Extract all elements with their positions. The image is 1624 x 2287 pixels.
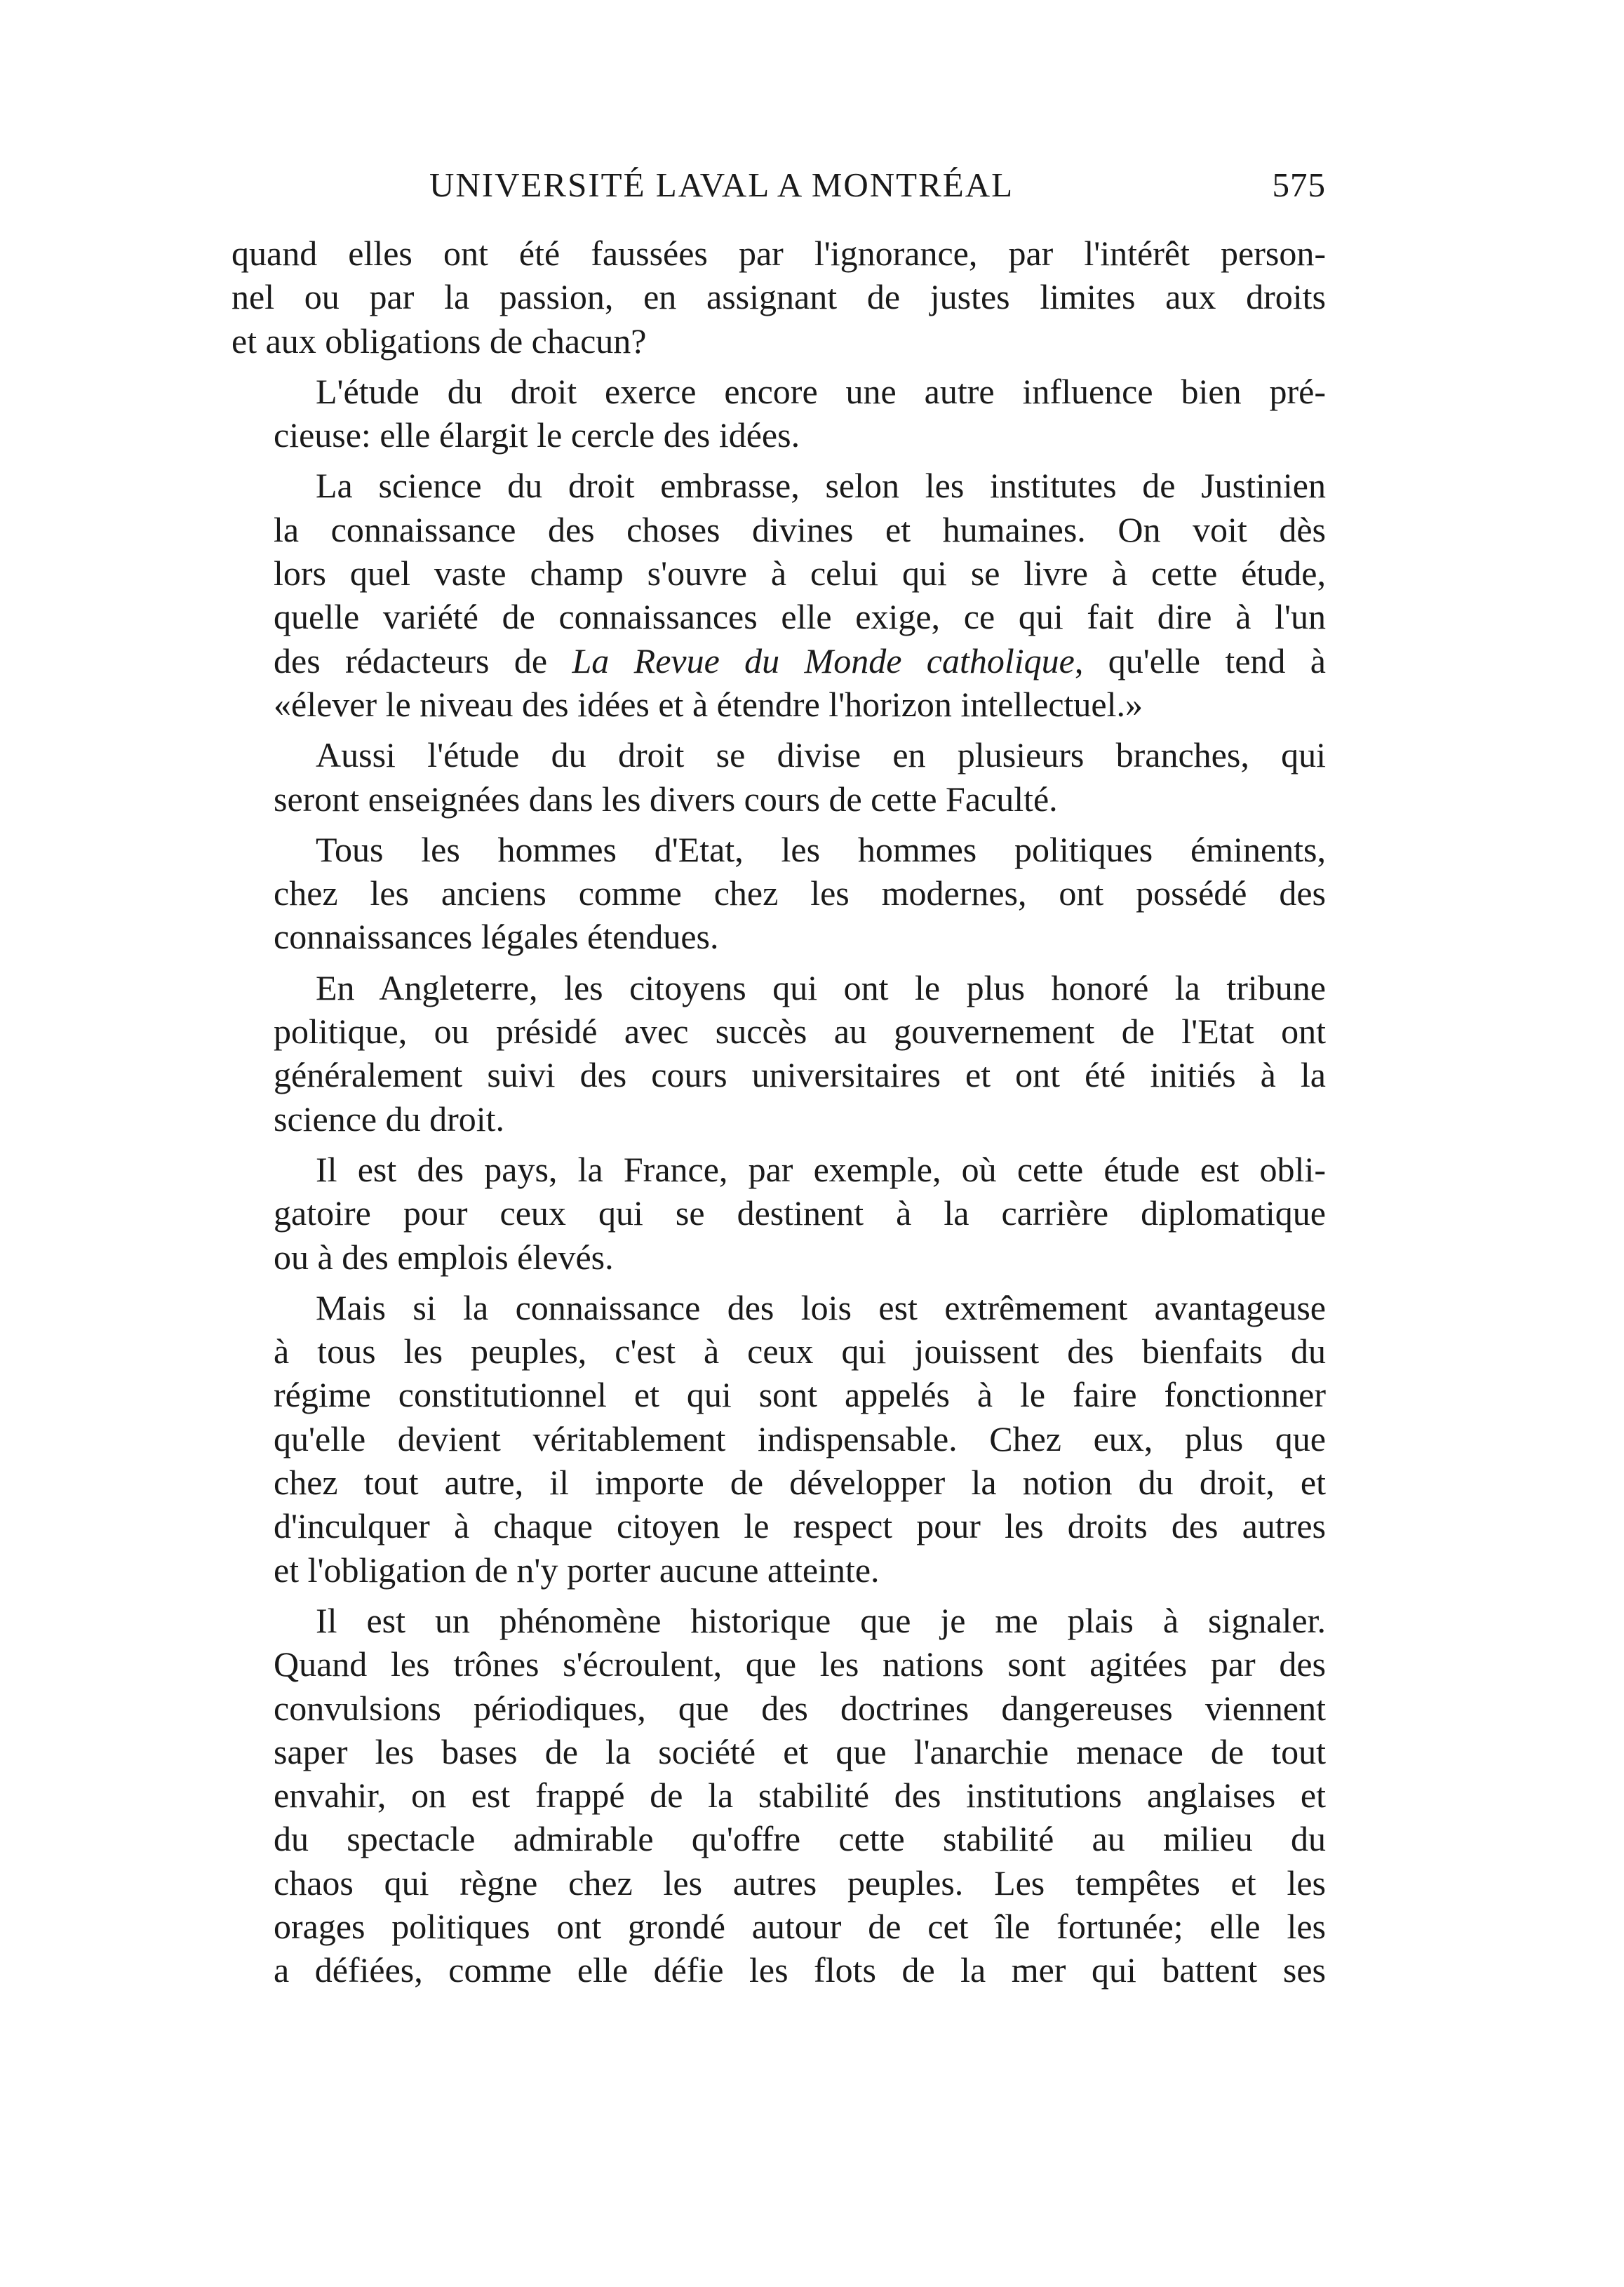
text-line: Tous les hommes d'Etat, les hommes politiques éminents,	[316, 829, 1326, 869]
text-line: quelle variété de connaissances elle exige, ce qui fait dire à l'un	[274, 597, 1326, 637]
text-line: saper les bases de la société et que l'anarchie menace de tout	[274, 1731, 1326, 1771]
paragraph-4	[231, 733, 1326, 821]
text-line: La science du droit embrasse, selon les institutes de Justinien	[316, 466, 1326, 506]
text-line: régime constitutionnel et qui sont appelés à le faire fonctionner	[274, 1375, 1326, 1415]
text-line: à tous les peuples, c'est à ceux qui jouissent des bienfaits du	[274, 1332, 1326, 1371]
text-line: Aussi l'étude du droit se divise en plusieurs branches, qui	[316, 735, 1326, 775]
text-line-with-italic-title: des rédacteurs de La Revue du Monde catholique, qu'elle tend à	[274, 641, 1326, 680]
text-line: Il est un phénomène historique que je me plais à signaler.	[316, 1600, 1326, 1640]
paragraph-2	[231, 370, 1326, 457]
text-line: politique, ou présidé avec succès au gouvernement de l'Etat ont	[274, 1012, 1326, 1052]
text-line: la connaissance des choses divines et humaines. On voit dès	[274, 509, 1326, 549]
text-line: lors quel vaste champ s'ouvre à celui qui se livre à cette étude,	[274, 554, 1326, 593]
text-line: d'inculquer à chaque citoyen le respect pour les droits des autres	[274, 1506, 1326, 1546]
text-line: cieuse: elle élargit le cercle des idées.	[274, 415, 800, 455]
text-line: orages politiques ont grondé autour de cet île fortunée; elle les	[274, 1906, 1326, 1946]
paragraph-5	[231, 828, 1326, 959]
paragraph-7	[231, 1148, 1326, 1279]
text-line: convulsions périodiques, que des doctrines dangereuses viennent	[274, 1688, 1326, 1728]
text-line: L'étude du droit exerce encore une autre influence bien pré-	[316, 371, 1326, 411]
paragraph-6	[231, 966, 1326, 1141]
text-line: science du droit.	[274, 1099, 505, 1139]
text-line: Mais si la connaissance des lois est extrêmement avantageuse	[316, 1287, 1326, 1327]
page-number: 575	[1272, 166, 1326, 204]
text-line: du spectacle admirable qu'offre cette stabilité au milieu du	[274, 1819, 1326, 1859]
text-line: qu'elle devient véritablement indispensable. Chez eux, plus que	[274, 1419, 1326, 1458]
text-line: En Angleterre, les citoyens qui ont le plus honoré la tribune	[316, 967, 1326, 1007]
text-line: nel ou par la passion, en assignant de justes limites aux droits	[231, 277, 1326, 317]
text-line: seront enseignées dans les divers cours de cette Faculté.	[274, 779, 1058, 819]
running-title: UNIVERSITÉ LAVAL A MONTRÉAL	[429, 166, 1014, 204]
text-line: gatoire pour ceux qui se destinent à la carrière diplomatique	[274, 1193, 1326, 1233]
text-line: Il est des pays, la France, par exemple, où cette étude est obli-	[316, 1149, 1326, 1189]
running-header	[231, 165, 1326, 221]
paragraph-1	[231, 232, 1326, 363]
text-line: connaissances légales étendues.	[274, 917, 719, 957]
text-line: chaos qui règne chez les autres peuples. Les tempêtes et les	[274, 1863, 1326, 1903]
text-line: Quand les trônes s'écroulent, que les nations sont agitées par des	[274, 1644, 1326, 1684]
paragraph-3	[231, 464, 1326, 726]
text-line: a défiées, comme elle défie les flots de la mer qui battent ses	[274, 1950, 1326, 1990]
text-line: quand elles ont été faussées par l'ignorance, par l'intérêt person-	[231, 234, 1326, 273]
text-line: chez tout autre, il importe de développer la notion du droit, et	[274, 1463, 1326, 1503]
text-line: et l'obligation de n'y porter aucune atteinte.	[274, 1550, 880, 1590]
text-line: et aux obligations de chacun?	[231, 321, 647, 361]
paragraph-8	[231, 1286, 1326, 1592]
body-text	[231, 232, 1326, 1992]
text-line: généralement suivi des cours universitaires et ont été initiés à la	[274, 1055, 1326, 1095]
text-line: envahir, on est frappé de la stabilité des institutions anglaises et	[274, 1776, 1326, 1816]
text-line: ou à des emplois élevés.	[274, 1237, 614, 1277]
paragraph-9	[231, 1599, 1326, 1992]
text-line: chez les anciens comme chez les modernes, ont possédé des	[274, 873, 1326, 913]
text-line: «élever le niveau des idées et à étendre l'horizon intellectuel.»	[274, 684, 1143, 724]
italic-title: La Revue du Monde catholique	[572, 641, 1075, 680]
